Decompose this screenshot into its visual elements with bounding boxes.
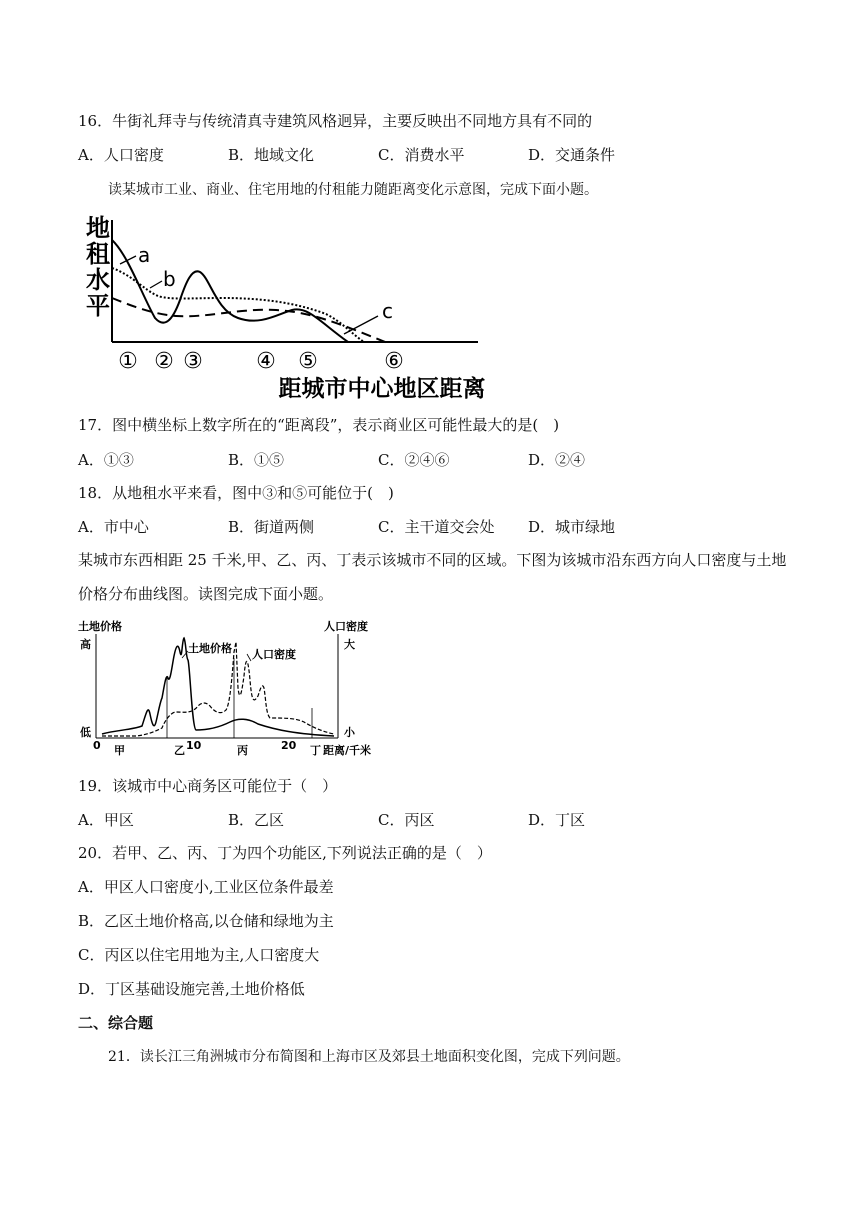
question-17-options [78, 450, 778, 470]
option-d[interactable]: D．②④ [528, 451, 586, 469]
segment-5: ⑤ [298, 349, 318, 374]
intro-figure-1: 读某城市工业、商业、住宅用地的付租能力随距离变化示意图，完成下面小题。 [108, 182, 598, 198]
rent-xlabel: 距城市中心地区距离 [278, 376, 486, 402]
x-unit: 距离/千米 [323, 744, 372, 757]
question-20-option-b[interactable]: B．乙区土地价格高,以仓储和绿地为主 [78, 912, 334, 930]
population-curve [102, 642, 334, 736]
curve-label-b: b [163, 267, 176, 291]
leader-c [344, 316, 378, 334]
segment-3: ③ [183, 349, 203, 374]
question-20-stem: 20．若甲、乙、丙、丁为四个功能区,下列说法正确的是（ ） [78, 844, 492, 862]
leader-b [150, 281, 162, 288]
segment-4: ④ [256, 349, 276, 374]
price-density-figure [76, 618, 386, 764]
intro-figure-2-line-1: 某城市东西相距 25 千米,甲、乙、丙、丁表示该城市不同的区域。下图为该城市沿东西方向人口密度与土地 [78, 551, 787, 569]
x-tick-20: 20 [281, 739, 297, 752]
question-20-option-c[interactable]: C．丙区以住宅用地为主,人口密度大 [78, 946, 320, 964]
rent-ylabel-3: 水 [86, 266, 110, 294]
rent-figure [80, 210, 520, 406]
question-19-stem: 19．该城市中心商务区可能位于（ ） [78, 777, 338, 795]
question-20-option-d[interactable]: D．丁区基础设施完善,土地价格低 [78, 980, 305, 998]
population-label: 人口密度 [252, 648, 296, 661]
population-leader [247, 654, 251, 661]
option-a[interactable]: A．市中心 [78, 518, 149, 536]
option-c[interactable]: C．丙区 [378, 811, 435, 829]
right-axis-low: 小 [344, 726, 355, 739]
intro-figure-2-line-2: 价格分布曲线图。读图完成下面小题。 [78, 585, 334, 603]
option-b[interactable]: B．乙区 [228, 811, 285, 829]
segment-1: ① [118, 349, 138, 374]
right-axis-high: 大 [344, 638, 355, 651]
land-price-label: 土地价格 [188, 642, 232, 655]
region-bing: 丙 [237, 744, 248, 757]
left-axis-low: 低 [80, 726, 91, 739]
option-a[interactable]: A．①③ [78, 451, 134, 469]
option-d[interactable]: D．城市绿地 [528, 518, 616, 536]
question-17-stem: 17．图中横坐标上数字所在的“距离段”，表示商业区可能性最大的是( ) [78, 416, 560, 434]
question-16-options [78, 145, 778, 165]
question-19-options [78, 810, 778, 830]
curve-label-c: c [382, 299, 393, 323]
option-d[interactable]: D．交通条件 [528, 146, 616, 164]
section-heading: 二、综合题 [78, 1014, 154, 1032]
right-axis-title: 人口密度 [324, 620, 368, 633]
option-b[interactable]: B．①⑤ [228, 451, 285, 469]
question-16-stem: 16．牛街礼拜寺与传统清真寺建筑风格迥异，主要反映出不同地方具有不同的 [78, 112, 593, 130]
region-yi: 乙 [174, 744, 185, 757]
curve-label-a: a [138, 243, 151, 267]
option-c[interactable]: C．消费水平 [378, 146, 465, 164]
segment-2: ② [154, 349, 174, 374]
question-21-stem: 21．读长江三角洲城市分布简图和上海市区及郊县土地面积变化图，完成下列问题。 [108, 1049, 630, 1065]
question-20-option-a[interactable]: A．甲区人口密度小,工业区位条件最差 [78, 878, 334, 896]
option-c[interactable]: C．②④⑥ [378, 451, 450, 469]
option-b[interactable]: B．街道两侧 [228, 518, 315, 536]
left-axis-title: 土地价格 [78, 620, 122, 633]
x-tick-10: 10 [186, 739, 202, 752]
rent-ylabel-2: 租 [86, 240, 110, 268]
region-jia: 甲 [114, 744, 125, 757]
option-a[interactable]: A．甲区 [78, 811, 134, 829]
region-ding: 丁 [310, 744, 321, 757]
segment-6: ⑥ [384, 349, 404, 374]
x-tick-0: 0 [93, 739, 101, 752]
option-d[interactable]: D．丁区 [528, 811, 586, 829]
left-axis-high: 高 [80, 638, 91, 651]
question-18-stem: 18．从地租水平来看，图中③和⑤可能位于( ) [78, 484, 394, 502]
option-a[interactable]: A．人口密度 [78, 146, 164, 164]
question-18-options [78, 517, 778, 537]
option-b[interactable]: B．地域文化 [228, 146, 315, 164]
curve-b [112, 268, 364, 342]
option-c[interactable]: C．主干道交会处 [378, 518, 495, 536]
rent-ylabel-1: 地 [86, 214, 110, 242]
rent-ylabel-4: 平 [86, 292, 110, 320]
